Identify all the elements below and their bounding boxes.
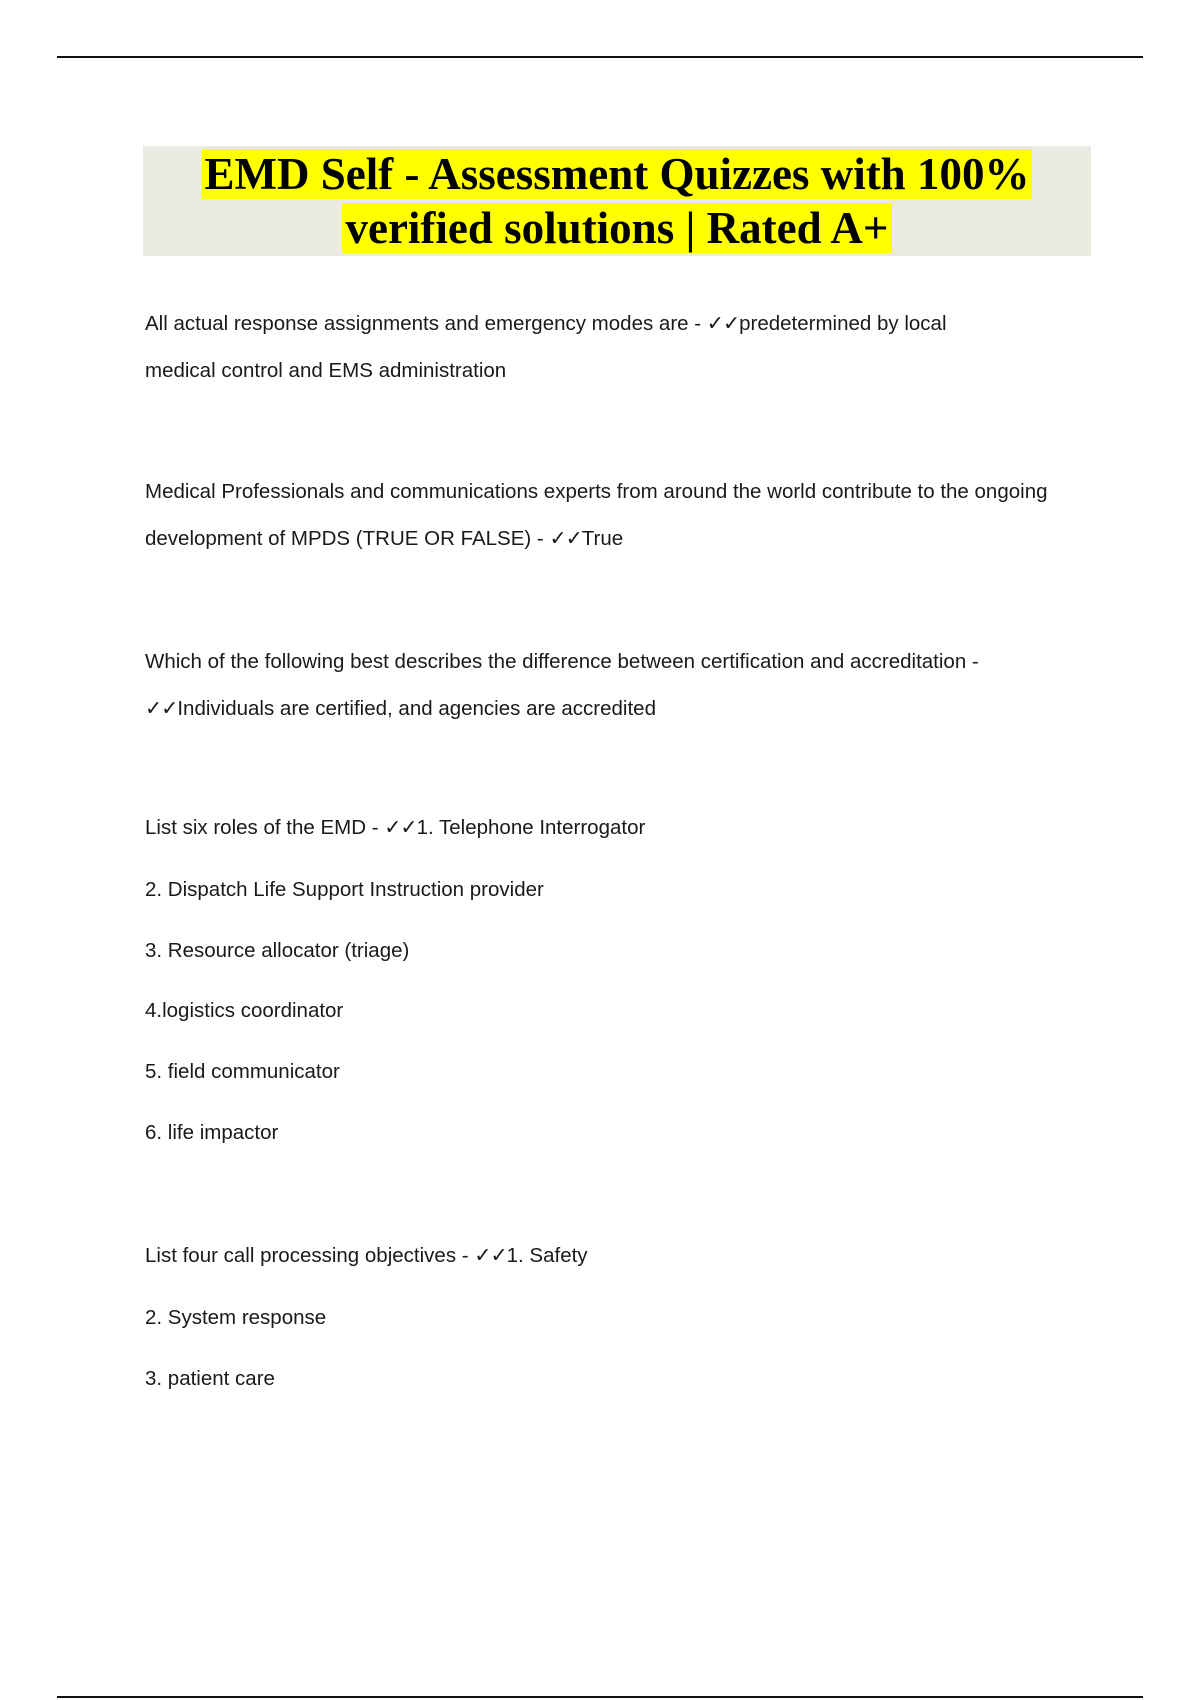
list-item: 5. field communicator	[145, 1060, 340, 1083]
qa-item	[145, 300, 1075, 394]
question-text: All actual response assignments and emergency modes are -	[145, 312, 707, 335]
list-item: 1. Telephone Interrogator	[416, 816, 646, 839]
footer-rule	[57, 1696, 1143, 1698]
check-icon: ✓✓	[145, 697, 178, 720]
list-item: 3. patient care	[145, 1367, 275, 1390]
qa-text	[145, 468, 1075, 562]
question-text: Medical Professionals and communications experts from around the world contribute to the ongoing development of MPDS (TRUE OR FALSE) -	[145, 480, 1048, 550]
check-icon: ✓✓	[549, 527, 582, 550]
list-item: 1. Safety	[506, 1244, 588, 1267]
check-icon: ✓✓	[384, 816, 417, 839]
document-title	[143, 146, 1091, 255]
title-line-2: verified solutions | Rated A+	[342, 203, 891, 253]
list-item: 2. Dispatch Life Support Instruction provider	[145, 878, 544, 901]
qa-text	[145, 300, 1015, 394]
question-text: Which of the following best describes the difference between certification and accreditation -	[145, 650, 979, 673]
qa-item	[145, 468, 1075, 562]
list-item: 3. Resource allocator (triage)	[145, 939, 410, 962]
title-line-1: EMD Self - Assessment Quizzes with 100%	[202, 149, 1033, 199]
title-banner	[143, 146, 1091, 256]
question-text: List six roles of the EMD -	[145, 816, 385, 839]
list-item: 4.logistics coordinator	[145, 999, 344, 1022]
check-icon: ✓✓	[706, 312, 740, 335]
answer-text: predetermined by local medical control and EMS administration	[145, 312, 947, 382]
answer-text: Individuals are certified, and agencies are accredited	[177, 697, 656, 720]
check-icon: ✓✓	[474, 1244, 507, 1267]
objectives-question	[145, 1241, 588, 1271]
answer-text: True	[581, 527, 624, 550]
header-rule	[57, 56, 1143, 58]
qa-text	[145, 638, 1075, 732]
question-text: List four call processing objectives -	[145, 1244, 475, 1267]
qa-item	[145, 638, 1075, 732]
list-item: 2. System response	[145, 1306, 327, 1329]
list-item: 6. life impactor	[145, 1121, 279, 1144]
roles-question	[145, 813, 645, 843]
